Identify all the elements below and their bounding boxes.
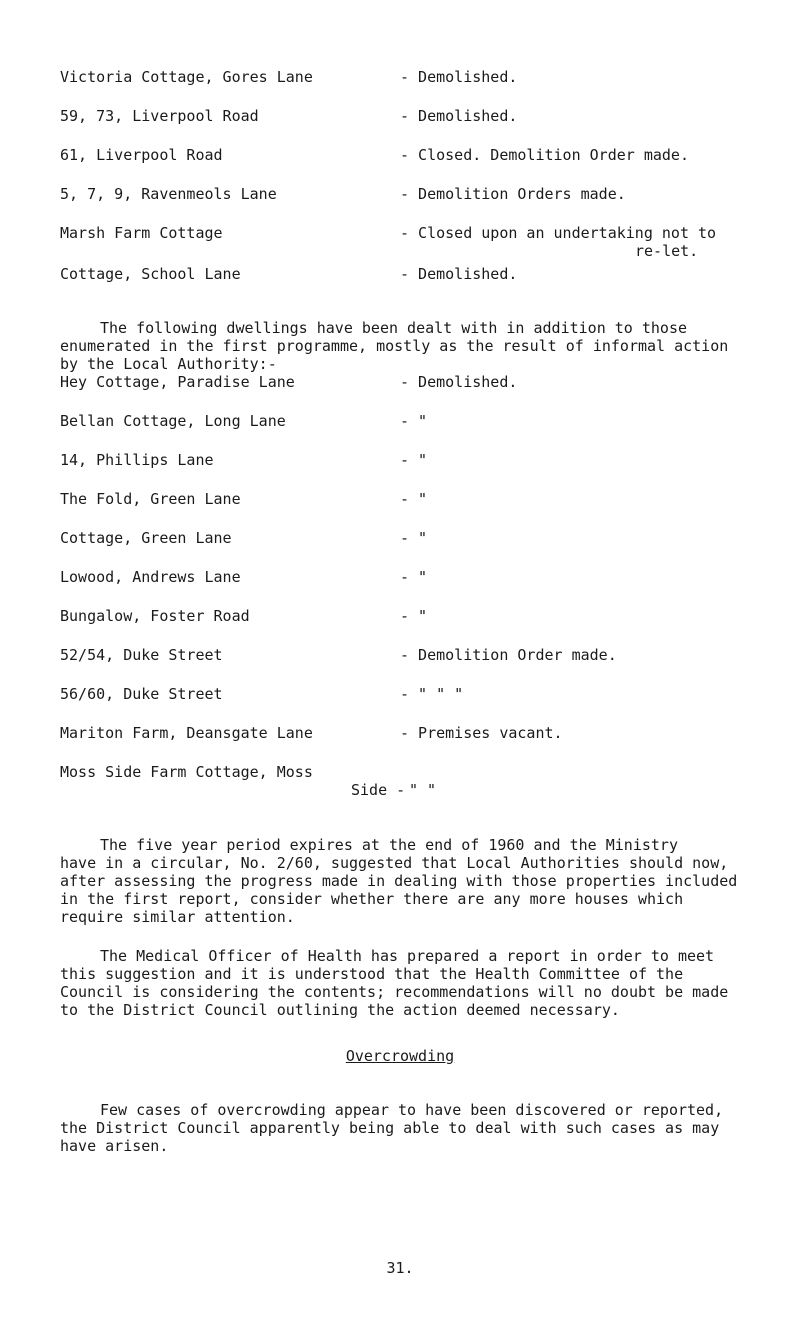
- paragraph-five-year-text: [60, 836, 775, 926]
- list-item-status: " ": [409, 781, 437, 799]
- list-item-status: - ": [400, 490, 428, 508]
- list-item-location: 5, 7, 9, Ravenmeols Lane: [60, 185, 277, 203]
- list-item-location: Mariton Farm, Deansgate Lane: [60, 724, 313, 742]
- paragraph-line: after assessing the progress made in dealing with those properties included: [60, 872, 738, 890]
- list-item-status: - ": [400, 451, 428, 469]
- list-item-status: - Premises vacant.: [400, 724, 563, 742]
- intro-paragraph-text: [60, 319, 775, 373]
- list-item-location-continuation: Side -: [351, 781, 406, 799]
- list-item-location: Cottage, Green Lane: [60, 529, 232, 547]
- paragraph-overcrowding: [60, 1083, 775, 1173]
- paragraph-line: by the Local Authority:-: [60, 355, 277, 373]
- paragraph-five-year: [60, 818, 775, 944]
- list-item-status: - Demolished.: [400, 107, 518, 125]
- paragraph-line: The following dwellings have been dealt with in addition to those: [100, 319, 687, 337]
- list-item-location: Bungalow, Foster Road: [60, 607, 250, 625]
- paragraph-line: have in a circular, No. 2/60, suggested that Local Authorities should now,: [60, 854, 729, 872]
- list-item-status: - " " ": [400, 685, 464, 703]
- list-item-status-continuation: re-let.: [635, 242, 699, 260]
- list-item-status: - ": [400, 607, 428, 625]
- paragraph-line: to the District Council outlining the action deemed necessary.: [60, 1001, 620, 1019]
- list-item-location: Marsh Farm Cottage: [60, 224, 223, 242]
- paragraph-line: in the first report, consider whether there are any more houses which: [60, 890, 684, 908]
- list-item-location: Victoria Cottage, Gores Lane: [60, 68, 313, 86]
- section-heading-overcrowding: [0, 1047, 800, 1065]
- list-item-status: - ": [400, 529, 428, 547]
- paragraph-line: require similar attention.: [60, 908, 295, 926]
- paragraph-line: have arisen.: [60, 1137, 169, 1155]
- list-item-location: Cottage, School Lane: [60, 265, 241, 283]
- list-item-location: Lowood, Andrews Lane: [60, 568, 241, 586]
- list-item-location: 56/60, Duke Street: [60, 685, 223, 703]
- paragraph-overcrowding-text: [60, 1101, 775, 1155]
- list-item-status: - ": [400, 568, 428, 586]
- list-item-status: - Closed upon an undertaking not to: [400, 224, 717, 242]
- list-item-location: 14, Phillips Lane: [60, 451, 214, 469]
- list-item-location: Bellan Cottage, Long Lane: [60, 412, 286, 430]
- paragraph-line: Few cases of overcrowding appear to have been discovered or reported,: [100, 1101, 724, 1119]
- list-item-status: - Demolition Orders made.: [400, 185, 626, 203]
- list-item-status: - Closed. Demolition Order made.: [400, 146, 689, 164]
- list-item-location: Moss Side Farm Cottage, Moss: [60, 763, 313, 781]
- list-item-status: - Demolition Order made.: [400, 646, 617, 664]
- paragraph-line: The Medical Officer of Health has prepared a report in order to meet: [100, 947, 715, 965]
- paragraph-line: this suggestion and it is understood that the Health Committee of the: [60, 965, 684, 983]
- section-heading-text: Overcrowding: [345, 1047, 455, 1065]
- paragraph-line: The five year period expires at the end of 1960 and the Ministry: [100, 836, 678, 854]
- list-item-status: - Demolished.: [400, 265, 518, 283]
- list-item-location: 61, Liverpool Road: [60, 146, 223, 164]
- paragraph-medical-officer: [60, 929, 775, 1037]
- list-item-status: - ": [400, 412, 428, 430]
- paragraph-line: enumerated in the first programme, mostly as the result of informal action: [60, 337, 729, 355]
- paragraph-line: the District Council apparently being able to deal with such cases as may: [60, 1119, 720, 1137]
- paragraph-line: Council is considering the contents; recommendations will no doubt be made: [60, 983, 729, 1001]
- page-number: 31.: [386, 1259, 414, 1277]
- list-item-status: - Demolished.: [400, 373, 518, 391]
- list-item-status: - Demolished.: [400, 68, 518, 86]
- list-item-location: 52/54, Duke Street: [60, 646, 223, 664]
- paragraph-medical-officer-text: [60, 947, 775, 1019]
- list-item-location: The Fold, Green Lane: [60, 490, 241, 508]
- list-item-location: Hey Cottage, Paradise Lane: [60, 373, 295, 391]
- list-item-location: 59, 73, Liverpool Road: [60, 107, 259, 125]
